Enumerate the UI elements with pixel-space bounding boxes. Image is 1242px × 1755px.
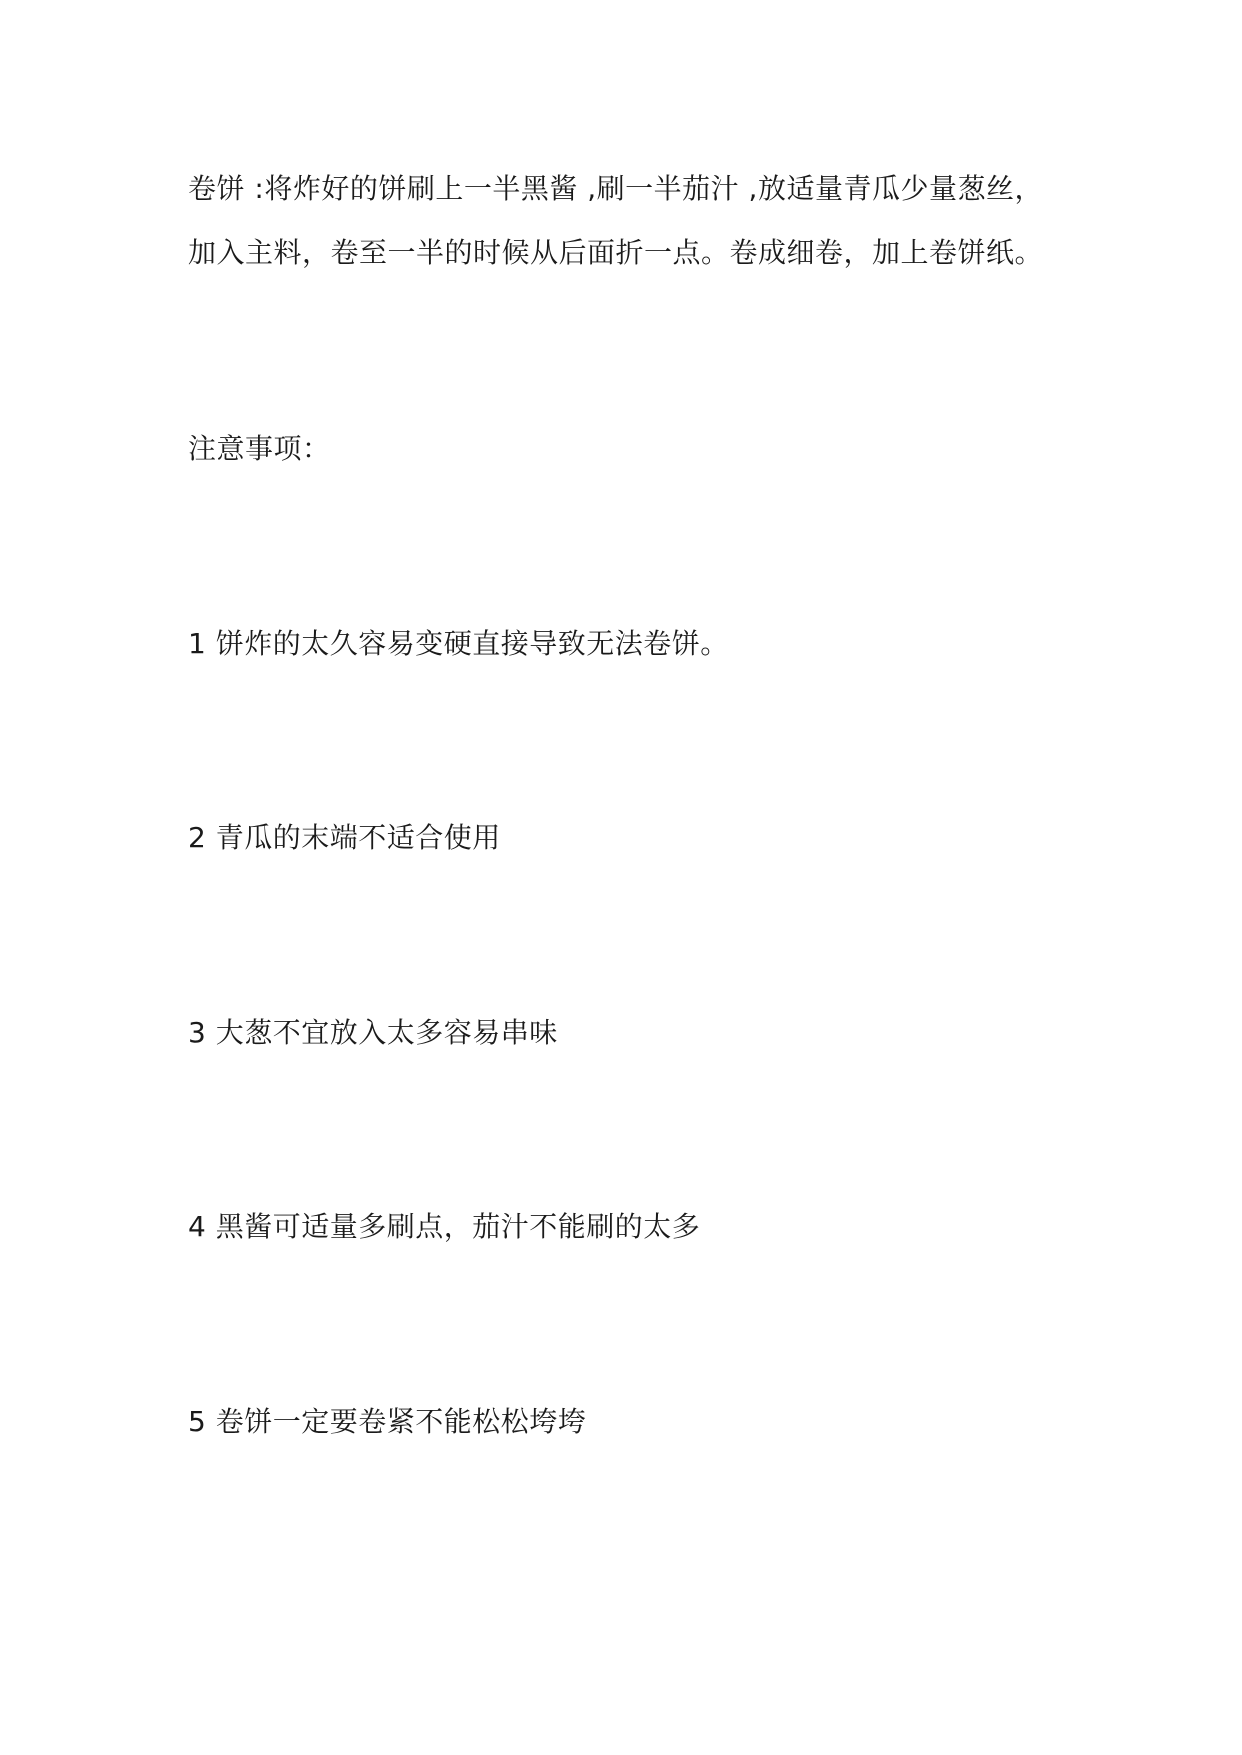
note-item-5: 5 卷饼一定要卷紧不能松松垮垮: [188, 1405, 587, 1438]
note-item-4: 4 黑酱可适量多刷点，茄汁不能刷的太多: [188, 1210, 701, 1243]
intro-paragraph-line-2: 加入主料，卷至一半的时候从后面折一点。卷成细卷，加上卷饼纸。: [188, 236, 1044, 269]
notes-heading: 注意事项：: [188, 432, 331, 465]
note-item-2: 2 青瓜的末端不适合使用: [188, 821, 501, 854]
note-item-1: 1 饼炸的太久容易变硬直接导致无法卷饼。: [188, 627, 729, 660]
note-item-3: 3 大葱不宜放入太多容易串味: [188, 1016, 558, 1049]
intro-paragraph-line-1: 卷饼 :将炸好的饼刷上一半黑酱 ,刷一半茄汁 ,放适量青瓜少量葱丝，: [188, 172, 1043, 205]
